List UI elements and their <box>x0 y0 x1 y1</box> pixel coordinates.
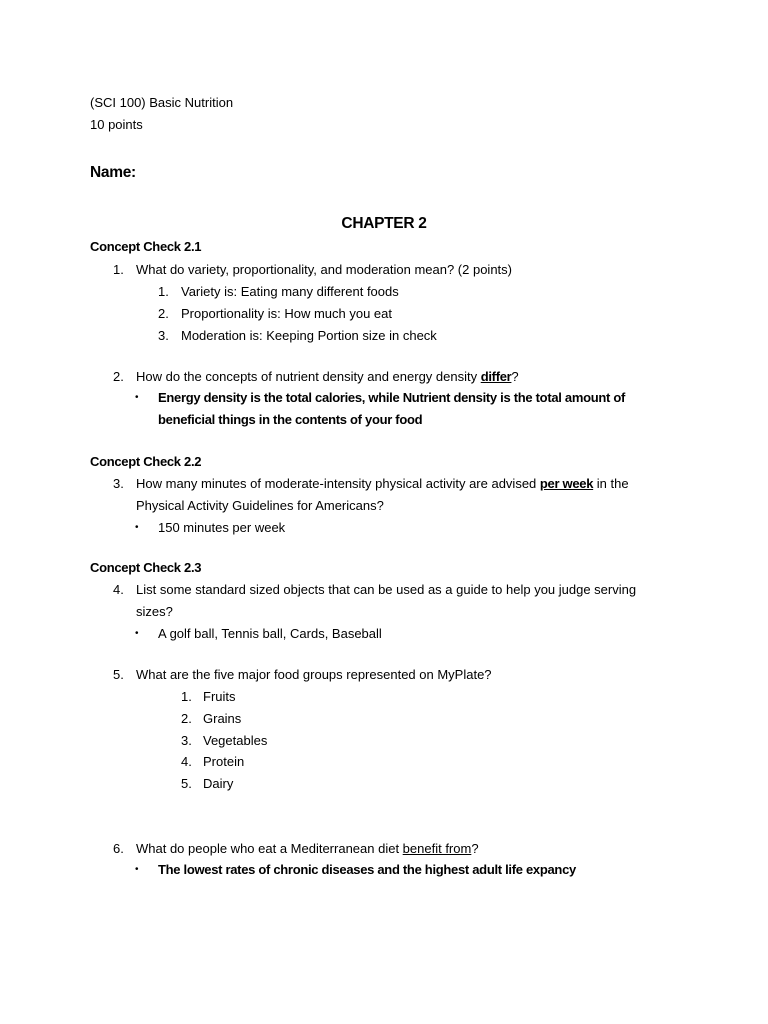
question-number: 1. <box>113 262 124 277</box>
answer-number: 1. <box>158 284 169 299</box>
answer-number: 2. <box>158 306 169 321</box>
section-heading: Concept Check 2.3 <box>90 560 202 575</box>
answer-number: 3. <box>181 733 192 748</box>
question-text <box>136 369 519 385</box>
question-text-start: How do the concepts of nutrient density and energy density <box>136 369 481 384</box>
question-text: What are the five major food groups represented on MyPlate? <box>136 667 492 682</box>
question-number: 2. <box>113 369 124 384</box>
answer-text: Protein <box>203 754 245 769</box>
emphasized-term: per week <box>539 476 594 491</box>
section-heading: Concept Check 2.1 <box>90 239 202 254</box>
bullet-icon: • <box>135 522 139 533</box>
question-text <box>136 476 629 492</box>
name-label: Name: <box>90 164 136 181</box>
answer-text: beneficial things in the contents of your food <box>158 412 423 427</box>
question-text-end: ? <box>511 369 519 384</box>
answer-text: Vegetables <box>203 733 268 748</box>
question-number: 4. <box>113 582 124 597</box>
answer-text: Proportionality is: How much you eat <box>181 306 392 321</box>
question-text-start: How many minutes of moderate-intensity physical activity are advised <box>136 476 540 491</box>
question-text: sizes? <box>136 604 173 619</box>
question-number: 6. <box>113 841 124 856</box>
question-number: 3. <box>113 476 124 491</box>
question-text: What do variety, proportionality, and moderation mean? (2 points) <box>136 262 512 277</box>
answer-text: Dairy <box>203 776 234 791</box>
answer-text: Energy density is the total calories, while Nutrient density is the total amount of <box>158 390 626 405</box>
section-heading: Concept Check 2.2 <box>90 454 202 469</box>
answer-number: 3. <box>158 328 169 343</box>
answer-number: 5. <box>181 776 192 791</box>
answer-number: 2. <box>181 711 192 726</box>
question-text: Physical Activity Guidelines for Americans? <box>136 498 384 513</box>
emphasized-term: benefit from <box>402 841 472 856</box>
chapter-title: CHAPTER 2 <box>341 215 427 232</box>
answer-number: 4. <box>181 754 192 769</box>
answer-text: Grains <box>203 711 242 726</box>
question-text: List some standard sized objects that can be used as a guide to help you judge serving <box>136 582 637 597</box>
answer-text: 150 minutes per week <box>158 520 286 535</box>
emphasized-term: differ <box>480 369 512 384</box>
question-number: 5. <box>113 667 124 682</box>
bullet-icon: • <box>135 864 139 875</box>
course-title: (SCI 100) Basic Nutrition <box>90 95 234 110</box>
answer-text: Variety is: Eating many different foods <box>181 284 399 299</box>
answer-text: Fruits <box>203 689 236 704</box>
question-text-start: What do people who eat a Mediterranean diet <box>136 841 403 856</box>
answer-text: Moderation is: Keeping Portion size in check <box>181 328 437 343</box>
question-text <box>136 841 479 857</box>
bullet-icon: • <box>135 392 139 403</box>
answer-text: The lowest rates of chronic diseases and the highest adult life expancy <box>158 862 576 877</box>
points-label: 10 points <box>90 117 143 132</box>
answer-text: A golf ball, Tennis ball, Cards, Baseball <box>158 626 382 641</box>
bullet-icon: • <box>135 628 139 639</box>
answer-number: 1. <box>181 689 192 704</box>
question-text-end: in the <box>593 476 629 491</box>
question-text-end: ? <box>471 841 479 856</box>
